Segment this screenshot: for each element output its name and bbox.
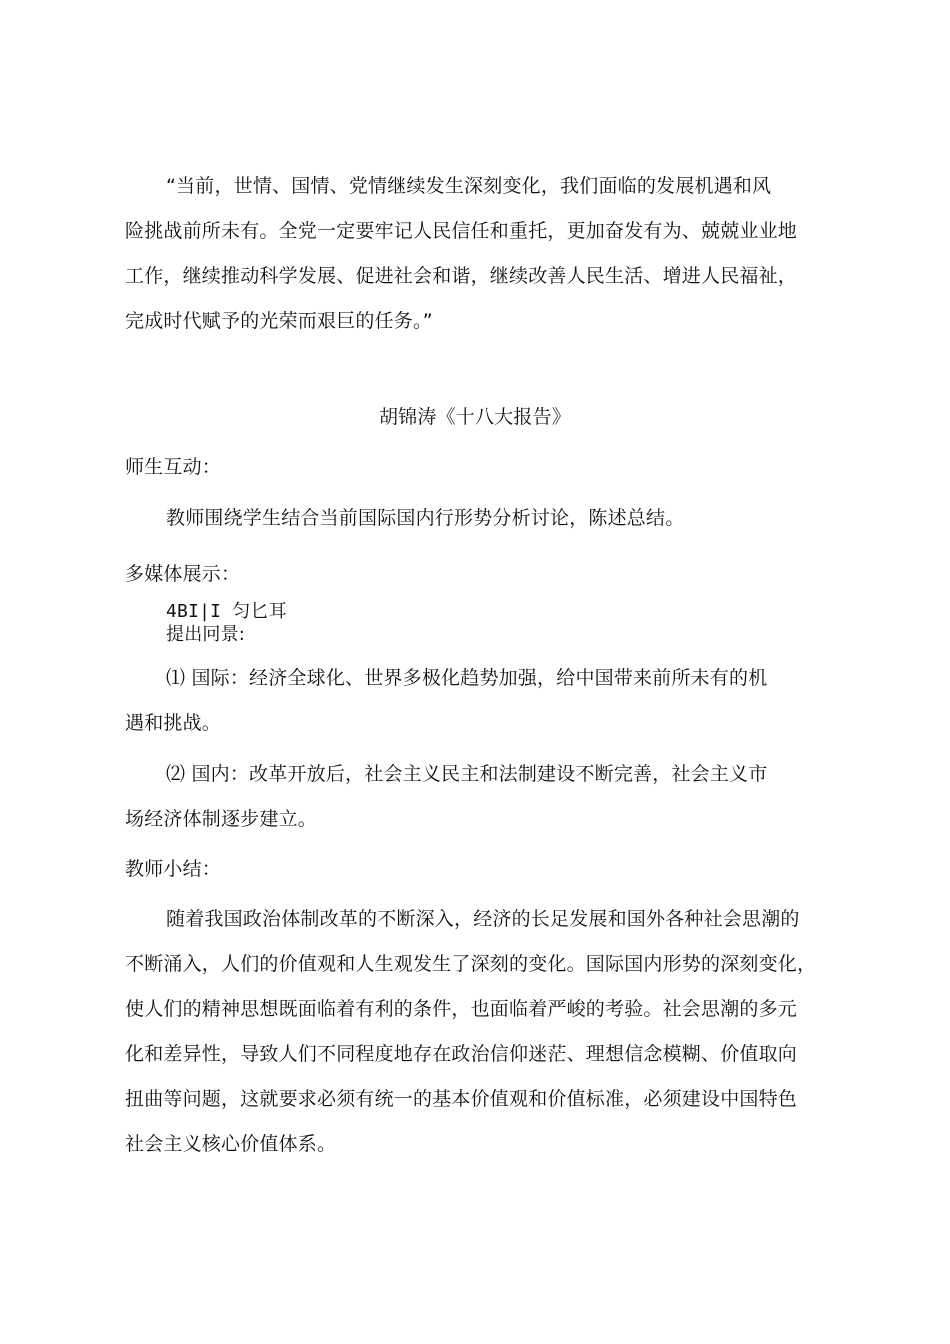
background-item-2-line-2: 场经济体制逐步建立。 <box>125 808 318 830</box>
quote-source: 胡锦涛《十八大报告》 <box>378 406 571 428</box>
summary-line-3: 使人们的精神思想既面临着有利的条件，也面临着严峻的考验。社会思潮的多元 <box>125 998 798 1020</box>
quote-line-4: 完成时代赋予的光荣而艰巨的任务。” <box>125 310 433 332</box>
quote-line-1: “当前，世情、国情、党情继续发生深刻变化，我们面临的发展机遇和风 <box>166 175 772 197</box>
background-item-2-line-1: ⑵ 国内：改革开放后，社会主义民主和法制建设不断完善，社会主义市 <box>166 763 768 785</box>
summary-heading: 教师小结： <box>125 858 222 880</box>
multimedia-subheading: 提出冋景: <box>166 624 246 645</box>
summary-line-4: 化和差异性，导致人们不同程度地存在政治信仰迷茫、理想信念模糊、价值取向 <box>125 1043 798 1065</box>
quote-line-3: 工作，继续推动科学发展、促进社会和谐，继续改善人民生活、增进人民福祉， <box>125 265 798 287</box>
interaction-text: 教师围绕学生结合当前国际国内行形势分析讨论，陈述总结。 <box>166 507 685 529</box>
multimedia-garbled-line: 4BI|I 匀匕耳 <box>166 601 287 622</box>
summary-line-1: 随着我国政治体制改革的不断深入，经济的长足发展和国外各种社会思潮的 <box>166 908 800 930</box>
summary-line-2: 不断涌入，人们的价值观和人生观发生了深刻的变化。国际国内形势的深刻变化， <box>125 953 817 975</box>
multimedia-heading: 多媒体展示： <box>125 563 241 585</box>
background-item-1-line-2: 遇和挑战。 <box>125 712 222 734</box>
quote-line-2: 险挑战前所未有。全党一定要牢记人民信任和重托，更加奋发有为、兢兢业业地 <box>125 220 798 242</box>
background-item-1-line-1: ⑴ 国际：经济全球化、世界多极化趋势加强，给中国带来前所未有的机 <box>166 667 768 689</box>
summary-line-5: 扭曲等问题，这就要求必须有统一的基本价值观和价值标准，必须建设中国特色 <box>125 1088 798 1110</box>
interaction-heading: 师生互动： <box>125 456 222 478</box>
summary-line-6: 社会主义核心价值体系。 <box>125 1133 337 1155</box>
